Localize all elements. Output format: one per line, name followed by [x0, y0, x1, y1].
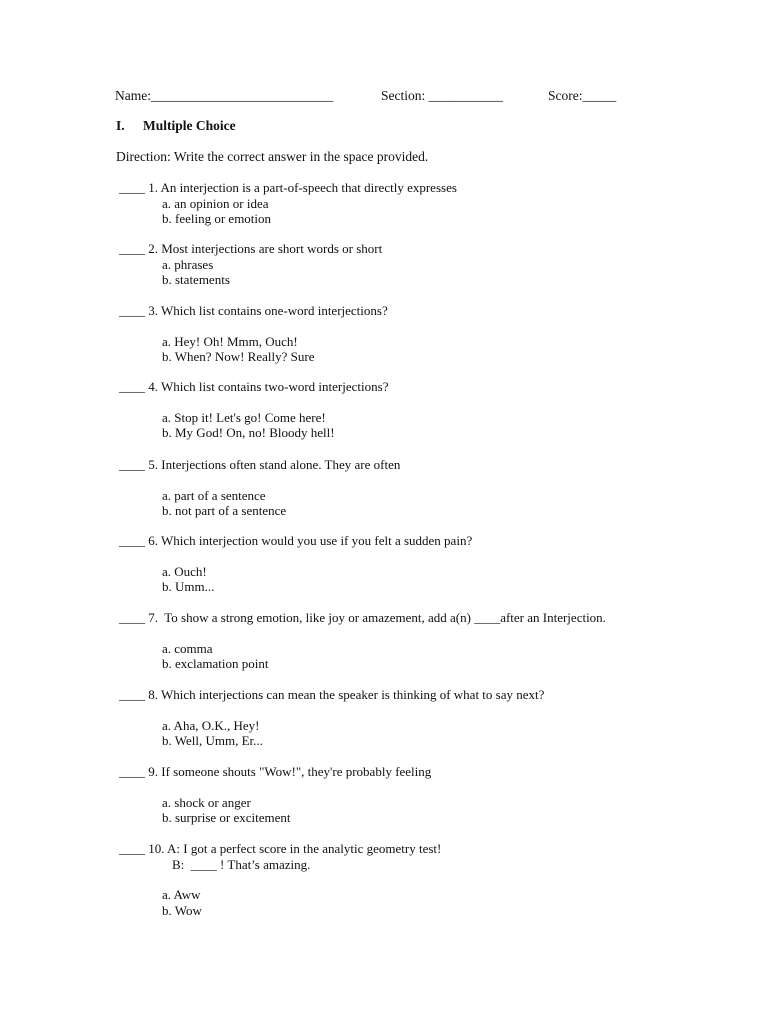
- question-5: [119, 457, 719, 519]
- choice-b: b. surprise or excitement: [162, 810, 291, 825]
- question-7: [119, 610, 719, 672]
- dialogue-line-b: B: ____ ! That’s amazing.: [172, 856, 311, 872]
- question-9: [119, 764, 719, 826]
- choice-a: a. Hey! Oh! Mmm, Ouch!: [162, 333, 298, 349]
- choice-list: [119, 641, 719, 672]
- question-1: [119, 180, 719, 227]
- choice-b: b. exclamation point: [162, 656, 269, 671]
- choice-list: [119, 564, 719, 595]
- choice-b: b. My God! On, no! Bloody hell!: [162, 425, 335, 440]
- name-field[interactable]: Name:___________________________: [115, 88, 334, 103]
- choice-list: [119, 334, 719, 365]
- choice-list: [119, 718, 719, 749]
- section-heading: [116, 118, 236, 134]
- direction-text: Direction: Write the correct answer in the space provided.: [116, 149, 429, 164]
- student-info-header: [0, 88, 768, 106]
- choice-a: a. Ouch!: [162, 563, 207, 579]
- choice-a: a. shock or anger: [162, 794, 251, 810]
- question-8: [119, 687, 719, 749]
- choice-a: a. comma: [162, 640, 213, 656]
- choice-b: b. statements: [162, 272, 230, 287]
- question-stem[interactable]: ____ 1. An interjection is a part-of-speech that directly expresses: [119, 180, 457, 195]
- choice-b: b. When? Now! Really? Sure: [162, 349, 315, 364]
- choice-b: b. Umm...: [162, 579, 215, 594]
- question-2: [119, 241, 719, 288]
- choice-a: a. phrases: [162, 256, 214, 272]
- question-6: [119, 533, 719, 595]
- choice-b: b. not part of a sentence: [162, 503, 287, 518]
- choice-list: [119, 488, 719, 519]
- question-10: [119, 841, 719, 918]
- choice-a: a. Stop it! Let's go! Come here!: [162, 409, 326, 425]
- question-stem[interactable]: ____ 3. Which list contains one-word interjections?: [119, 303, 388, 318]
- choice-b: b. Well, Umm, Er...: [162, 733, 263, 748]
- score-field[interactable]: Score:_____: [548, 88, 617, 103]
- choice-b: b. Wow: [162, 902, 202, 918]
- question-3: [119, 303, 719, 365]
- question-stem[interactable]: ____ 10. A: I got a perfect score in the analytic geometry test!: [119, 841, 442, 856]
- question-stem[interactable]: ____ 7. To show a strong emotion, like joy or amazement, add a(n) ____after an Interjection.: [119, 610, 606, 625]
- question-stem[interactable]: ____ 4. Which list contains two-word interjections?: [119, 379, 389, 394]
- question-stem[interactable]: ____ 5. Interjections often stand alone. They are often: [119, 457, 401, 472]
- question-stem[interactable]: ____ 8. Which interjections can mean the speaker is thinking of what to say next?: [119, 687, 545, 702]
- choice-b: b. feeling or emotion: [162, 211, 272, 226]
- choice-list: [119, 410, 719, 441]
- choice-list: [119, 795, 719, 826]
- choice-list: [119, 196, 719, 227]
- choice-list: [119, 887, 719, 918]
- section-number: I.: [116, 118, 125, 133]
- choice-a: a. part of a sentence: [162, 487, 266, 503]
- question-stem[interactable]: ____ 9. If someone shouts "Wow!", they're probably feeling: [119, 764, 432, 779]
- question-stem[interactable]: ____ 6. Which interjection would you use if you felt a sudden pain?: [119, 533, 473, 548]
- choice-a: a. Aha, O.K., Hey!: [162, 717, 260, 733]
- choice-a: a. an opinion or idea: [162, 195, 269, 211]
- choice-list: [119, 257, 719, 288]
- section-field[interactable]: Section: ___________: [381, 88, 503, 103]
- question-stem[interactable]: ____ 2. Most interjections are short words or short: [119, 241, 383, 256]
- choice-a: a. Aww: [162, 887, 201, 902]
- question-4: [119, 379, 719, 441]
- section-title: Multiple Choice: [143, 118, 236, 133]
